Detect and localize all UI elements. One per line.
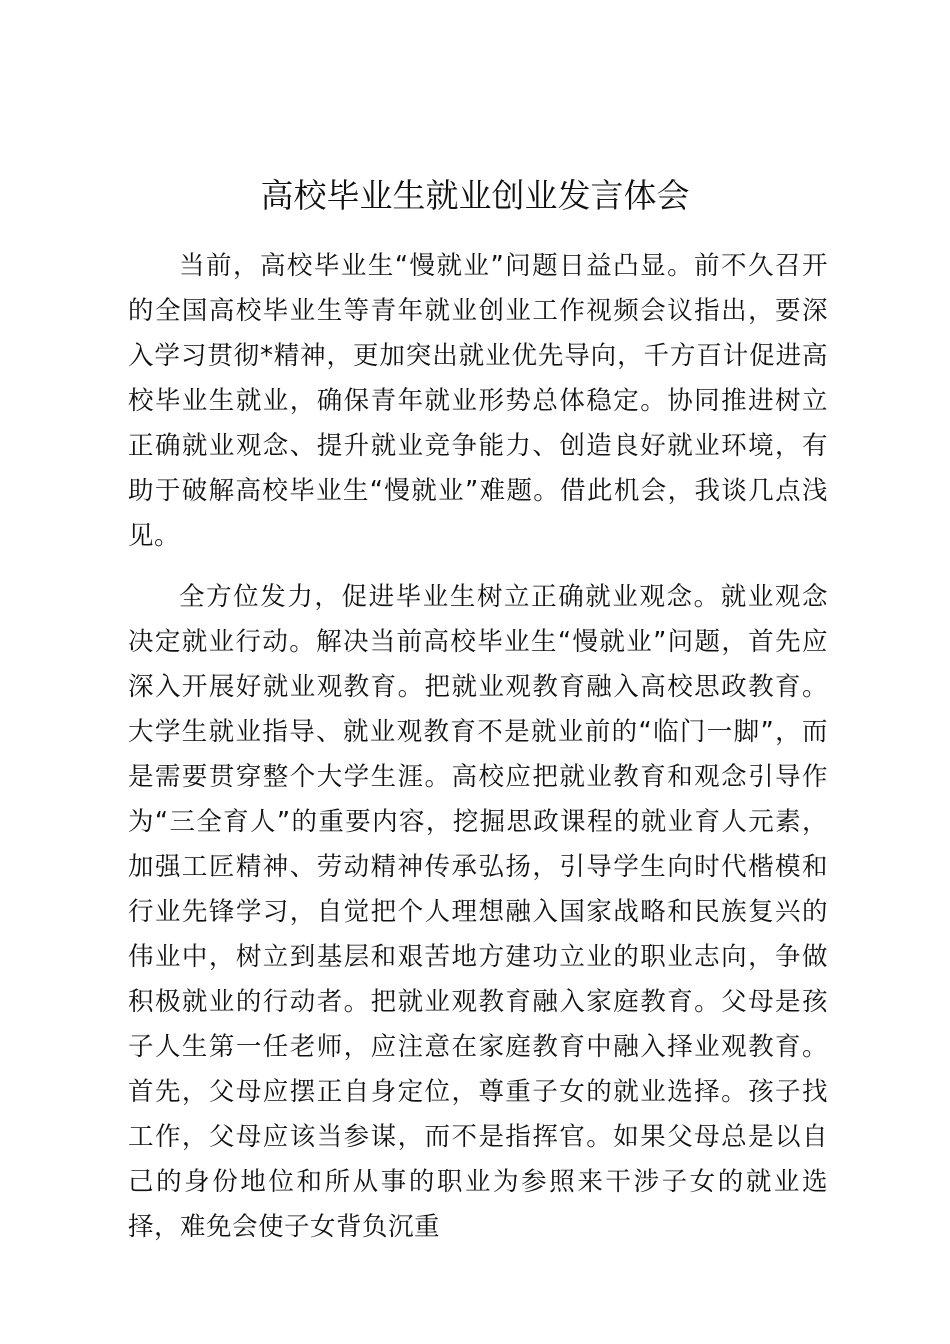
paragraph-intro: 当前，高校毕业生“慢就业”问题日益凸显。前不久召开的全国高校毕业生等青年就业创业工作视频会议指出，要深入学习贯彻*精神，更加突出就业优先导向，千方百计促进高校毕业生就业，确保青年就业形势总体稳定。协同推进树立正确就业观念、提升就业竞争能力、创造良好就业环境，有助于破解高校毕业生“慢就业”难题。借此机会，我谈几点浅见。 (128, 251, 828, 551)
document-title: 高校毕业生就业创业发言体会 (260, 176, 690, 215)
document-body (128, 244, 828, 1250)
paragraph-employment-concept: 全方位发力，促进毕业生树立正确就业观念。就业观念决定就业行动。解决当前高校毕业生“慢就业”问题，首先应深入开展好就业观教育。把就业观教育融入高校思政教育。大学生就业指导、就业观教育不是就业前的“临门一脚”，而是需要贯穿整个大学生涯。高校应把就业教育和观念引导作为“三全育人”的重要内容，挖掘思政课程的就业育人元素，加强工匠精神、劳动精神传承弘扬，引导学生向时代楷模和行业先锋学习，自觉把个人理想融入国家战略和民族复兴的伟业中，树立到基层和艰苦地方建功立业的职业志向，争做积极就业的行动者。把就业观教育融入家庭教育。父母是孩子人生第一任老师，应注意在家庭教育中融入择业观教育。首先，父母应摆正自身定位，尊重子女的就业选择。孩子找工作，父母应该当参谋，而不是指挥官。如果父母总是以自己的身份地位和所从事的职业为参照来干涉子女的就业选择，难免会使子女背负沉重 (128, 582, 828, 1242)
